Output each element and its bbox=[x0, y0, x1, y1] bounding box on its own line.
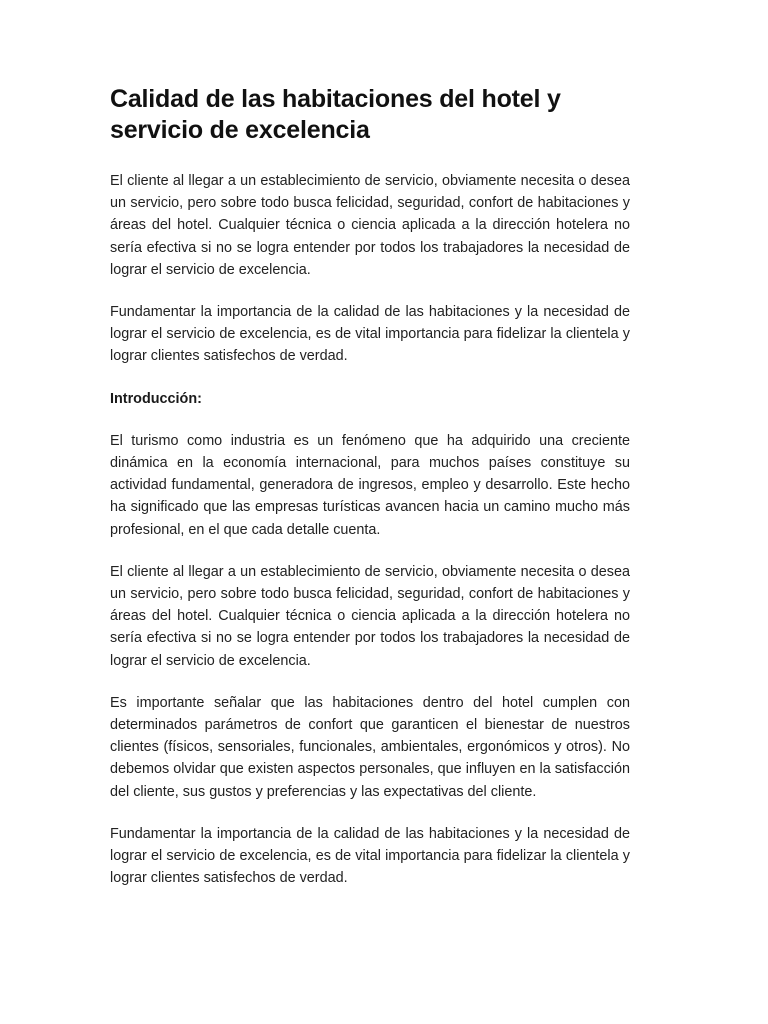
paragraph-1: El cliente al llegar a un establecimiento de servicio, obviamente necesita o desea un servicio, pero sobre todo busca felicidad, seguridad, confort de habitaciones y áreas del hotel. Cualquier técnica o ciencia aplicada a la dirección hotelera no sería efectiva si no se logra entender por todos los trabajadores la necesidad de lograr el servicio de excelencia. bbox=[110, 173, 630, 278]
intro-paragraph-2: El cliente al llegar a un establecimiento de servicio, obviamente necesita o desea un servicio, pero sobre todo busca felicidad, seguridad, confort de habitaciones y áreas del hotel. Cualquier técnica o ciencia aplicada a la dirección hotelera no sería efectiva si no se logra entender por todos los trabajadores la necesidad de lograr el servicio de excelencia. bbox=[110, 563, 630, 669]
document-page bbox=[110, 84, 630, 909]
paragraph-2: Fundamentar la importancia de la calidad de las habitaciones y la necesidad de lograr el servicio de excelencia, es de vital importancia para fidelizar la clientela y lograr clientes satisfechos de verdad. bbox=[110, 304, 630, 365]
intro-paragraph-3: Es importante señalar que las habitaciones dentro del hotel cumplen con determinados parámetros de confort que garanticen el bienestar de nuestros clientes (físicos, sensoriales, funcionales, ambientales, ergonómicos y otros). No debemos olvidar que existen aspectos personales, que influyen en la satisfacción del cliente, sus gustos y preferencias y las expectativas del cliente. bbox=[110, 694, 630, 800]
intro-paragraph-1: El turismo como industria es un fenómeno que ha adquirido una creciente dinámica en la economía internacional, para muchos países constituye su actividad fundamental, generadora de ingresos, empleo y desarrollo. Este hecho ha significado que las empresas turísticas avancen hacia un camino mucho más profesional, en el que cada detalle cuenta. bbox=[110, 432, 630, 538]
intro-paragraph-4: Fundamentar la importancia de la calidad de las habitaciones y la necesidad de lograr el servicio de excelencia, es de vital importancia para fidelizar la clientela y lograr clientes satisfechos de verdad. bbox=[110, 825, 630, 887]
document-title: Calidad de las habitaciones del hotel y servicio de excelencia bbox=[110, 85, 561, 144]
section-heading-introduccion: Introducción: bbox=[110, 390, 202, 407]
